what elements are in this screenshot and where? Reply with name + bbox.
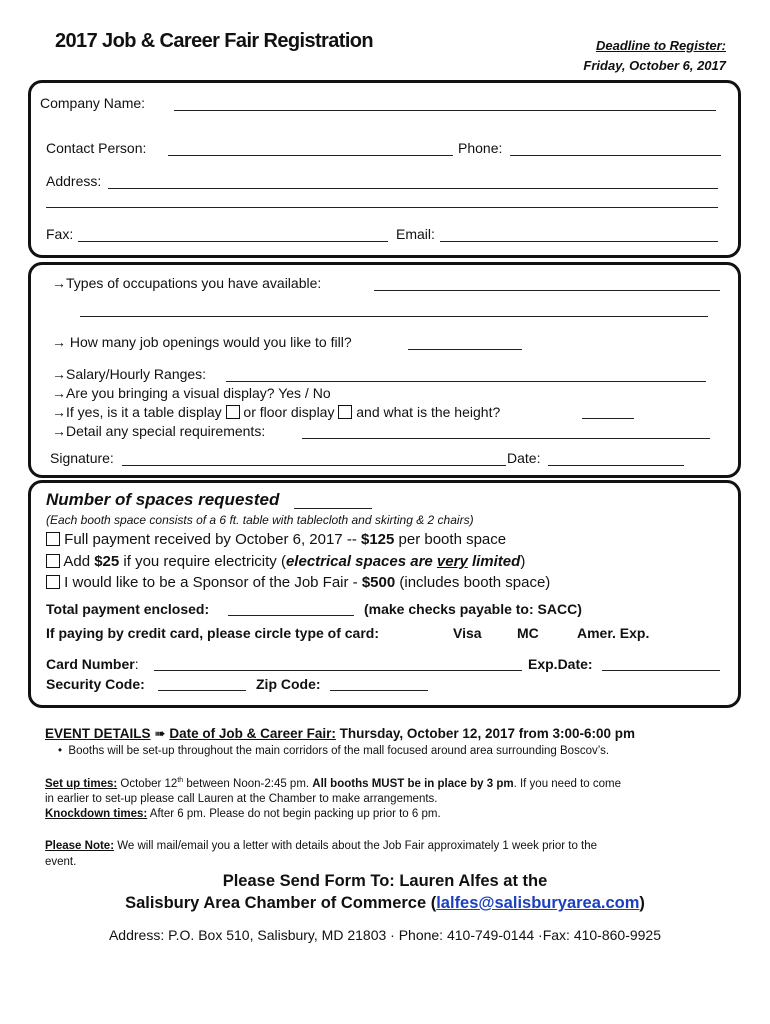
note-text: We will mail/email you a letter with details about the Job Fair approximately 1 week prior to the — [114, 840, 598, 852]
opt2-text-e: very — [436, 553, 468, 570]
spaces-requested-field[interactable] — [294, 508, 372, 509]
opt2-text-c: if you require electricity ( — [119, 553, 286, 570]
arrow-right-icon: ➠ — [154, 726, 166, 741]
setup-text-b: between Noon-2:45 pm. — [183, 777, 313, 790]
security-code-field[interactable] — [158, 690, 246, 691]
total-payment-label: Total payment enclosed: — [46, 601, 210, 617]
note-label: Please Note: — [45, 840, 115, 852]
event-details-label: EVENT DETAILS — [45, 726, 151, 741]
send-form-line-2 — [0, 894, 770, 913]
job-openings-field[interactable] — [408, 349, 522, 350]
special-requirements-label: →Detail any special requirements: — [52, 423, 266, 439]
email-link[interactable]: lalfes@salisburyarea.com — [436, 894, 640, 912]
display-type-text-a: →If yes, is it a table display — [52, 404, 222, 420]
date-label: Date: — [507, 450, 541, 466]
fax-label: Fax: — [46, 226, 74, 242]
booth-note: (Each booth space consists of a 6 ft. table with tablecloth and skirting & 2 chairs) — [46, 513, 474, 527]
electricity-checkbox[interactable] — [46, 554, 60, 568]
note-line-2: event. — [45, 856, 77, 868]
company-name-field[interactable] — [174, 110, 716, 111]
deadline-label: Deadline to Register: — [595, 38, 726, 53]
fax-field[interactable] — [78, 241, 388, 242]
date-field[interactable] — [548, 465, 684, 466]
card-number-field[interactable] — [154, 670, 522, 671]
setup-times — [45, 777, 621, 790]
phone-label: Phone: — [458, 140, 503, 156]
card-type-visa[interactable]: Visa — [453, 625, 482, 641]
event-date-label: Date of Job & Career Fair: — [169, 726, 336, 741]
address-field[interactable] — [108, 188, 718, 189]
option-electricity — [46, 553, 525, 570]
card-type-amex[interactable]: Amer. Exp. — [577, 625, 650, 641]
display-type-text-b: or floor display — [243, 404, 335, 420]
opt2-price: $25 — [94, 553, 120, 570]
opt1-text-c: per booth space — [394, 531, 507, 548]
check-payable-note: (make checks payable to: SACC) — [364, 601, 582, 617]
event-date-value: Thursday, October 12, 2017 from 3:00-6:00 pm — [335, 726, 636, 741]
address-label: Address: — [46, 173, 102, 189]
signature-field[interactable] — [122, 465, 506, 466]
card-number-text: Card Number — [46, 656, 135, 672]
company-name-label: Company Name: — [40, 95, 146, 111]
opt1-price: $125 — [360, 531, 395, 548]
opt3-text-a: I would like to be a Sponsor of the Job Fair - — [64, 574, 362, 591]
occupations-field[interactable] — [374, 290, 720, 291]
card-number-label: Card Number: — [46, 656, 139, 672]
setup-text-c: . If you need to come — [513, 777, 621, 790]
signature-label: Signature: — [50, 450, 114, 466]
bullet-icon: • — [58, 745, 63, 757]
job-openings-label: → How many job openings would you like to fill? — [52, 334, 352, 350]
exp-date-field[interactable] — [602, 670, 720, 671]
display-type-text-c: and what is the height? — [356, 404, 501, 420]
contact-person-field[interactable] — [168, 155, 453, 156]
display-type-question — [52, 404, 500, 420]
email-label: Email: — [396, 226, 435, 242]
security-code-label: Security Code: — [46, 676, 145, 692]
event-details-line — [45, 726, 635, 742]
visual-display-question: →Are you bringing a visual display? Yes / No — [52, 385, 331, 401]
sponsor-checkbox[interactable] — [46, 575, 60, 589]
page-title: 2017 Job & Career Fair Registration — [55, 30, 374, 52]
special-requirements-field[interactable] — [302, 438, 710, 439]
table-display-checkbox[interactable] — [226, 405, 240, 419]
contact-person-label: Contact Person: — [46, 140, 147, 156]
send-line2-b: ) — [639, 894, 645, 912]
send-line2-a: Salisbury Area Chamber of Commerce ( — [125, 894, 437, 912]
card-type-mc[interactable]: MC — [517, 625, 539, 641]
address-line: Address: P.O. Box 510, Salisbury, MD 21803 · Phone: 410-749-0144 ·Fax: 410-860-9925 — [108, 927, 662, 943]
opt2-text-a: Add — [63, 553, 95, 570]
address-field-line-2[interactable] — [46, 207, 718, 208]
exp-date-label: Exp.Date: — [528, 656, 593, 672]
setup-bold: All booths MUST be in place by 3 pm — [312, 777, 514, 790]
occupations-field-line-2[interactable] — [80, 316, 708, 317]
opt3-price: $500 — [361, 574, 396, 591]
setup-text-a: October 12 — [117, 777, 178, 790]
please-note — [45, 840, 597, 852]
full-payment-checkbox[interactable] — [46, 532, 60, 546]
credit-card-label: If paying by credit card, please circle type of card: — [46, 625, 380, 641]
opt3-text-c: (includes booth space) — [395, 574, 551, 591]
zip-code-label: Zip Code: — [256, 676, 321, 692]
bullet-text: Booths will be set-up throughout the main corridors of the mall focused around area surrounding Boscov’s. — [68, 745, 610, 757]
phone-field[interactable] — [510, 155, 721, 156]
deadline-date: Friday, October 6, 2017 — [583, 58, 726, 73]
opt2-text-f: limited — [467, 553, 521, 570]
opt2-text-d: electrical spaces are — [285, 553, 437, 570]
salary-label: →Salary/Hourly Ranges: — [52, 366, 207, 382]
send-form-line-1: Please Send Form To: Lauren Alfes at the — [222, 872, 548, 890]
setup-line-2: in earlier to set-up please call Lauren at the Chamber to make arrangements. — [45, 793, 438, 805]
occupations-label: →Types of occupations you have available: — [52, 275, 322, 291]
setup-label: Set up times: — [45, 777, 118, 790]
display-height-field[interactable] — [582, 418, 634, 419]
total-payment-field[interactable] — [228, 615, 354, 616]
email-field[interactable] — [440, 241, 718, 242]
option-sponsor — [46, 574, 550, 591]
option-full-payment — [46, 531, 506, 548]
knockdown-text: After 6 pm. Please do not begin packing up prior to 6 pm. — [147, 808, 441, 820]
zip-code-field[interactable] — [330, 690, 428, 691]
opt1-text-a: Full payment received by October 6, 2017 -- — [64, 531, 361, 548]
setup-sup: th — [177, 777, 184, 784]
event-bullet — [58, 745, 609, 757]
knockdown-label: Knockdown times: — [45, 808, 148, 820]
opt2-text-g: ) — [520, 553, 526, 570]
salary-field[interactable] — [226, 381, 706, 382]
knockdown-times — [45, 808, 441, 820]
floor-display-checkbox[interactable] — [338, 405, 352, 419]
spaces-heading: Number of spaces requested — [46, 490, 280, 509]
